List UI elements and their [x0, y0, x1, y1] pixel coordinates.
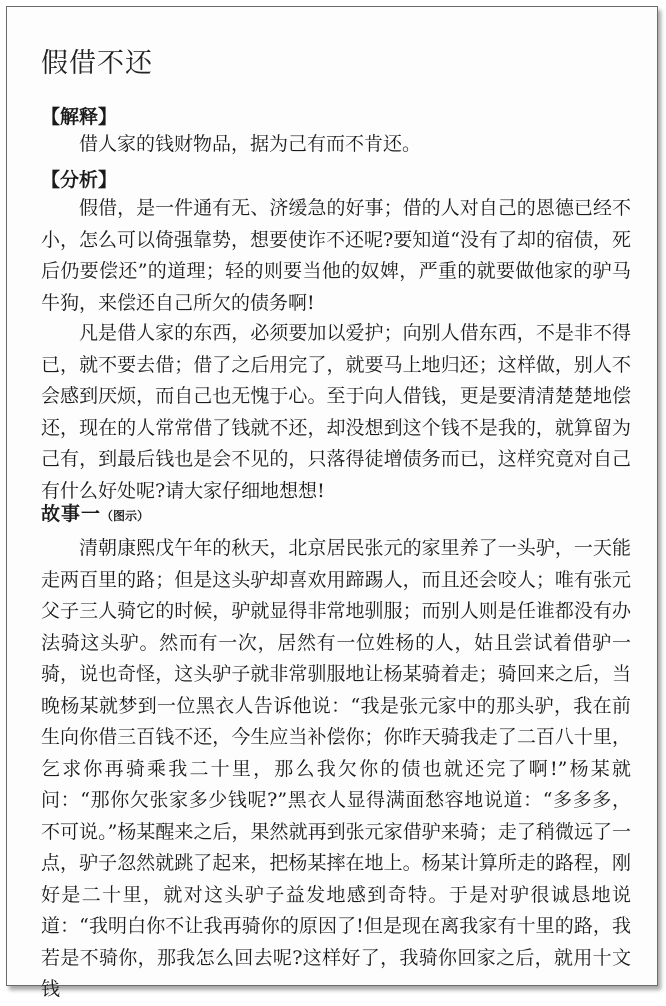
story-title: 故事一	[41, 503, 102, 525]
explanation-text: 借人家的钱财物品，据为己有而不肯还。	[79, 133, 422, 155]
story-note: （图示）	[101, 509, 150, 523]
analysis-label: 【分析】	[41, 169, 118, 191]
analysis-paragraph-1: 假借，是一件通有无、济缓急的好事；借的人对自己的恩德已经不小，怎么可以倚强靠势，想要使诈不还呢?要知道“没有了却的宿债，死后仍要偿还”的道理；轻的则要当他的奴婢，严重的就要做他家的驴马牛狗，来偿还自己所欠的债务啊!	[41, 197, 631, 314]
explanation-label: 【解释】	[41, 106, 118, 128]
page-title: 假借不还	[41, 48, 153, 79]
story-text: 清朝康熙戊午年的秋天，北京居民张元的家里养了一头驴，一天能走两百里的路；但是这头驴却喜欢用蹄踢人，而且还会咬人；唯有张元父子三人骑它的时候，驴就显得非常地驯服；而别人则是任谁都没有办法骑这头驴。然而有一次，居然有一位姓杨的人，姑且尝试着借驴一骑，说也奇怪，这头驴子就非常驯服地让杨某骑着走；骑回来之后，当晚杨某就梦到一位黑衣人告诉他说：“我是张元家中的那头驴，我在前生向你借三百钱不还，今生应当补偿你；你昨天骑我走了二百八十里，乞求你再骑乘我二十里，那么我欠你的债也就还完了啊!”杨某就问：“那你欠张家多少钱呢?”黑衣人显得满面愁容地说道：“多多多，不可说。”杨某醒来之后，果然就再到张元家借驴来骑；走了稍微远了一点，驴子忽然就跳了起来，把杨某摔在地上。杨某计算所走的路程，刚好是二十里，就对这头驴子益发地感到奇特。于是对驴很诚恳地说道：“我明白你不让我再骑你的原因了!但是现在离我家有十里的路，我若是不骑你，那我怎么回去呢?这样好了，我骑你回家之后，就用十文钱	[41, 537, 631, 1000]
story-heading	[41, 499, 149, 526]
analysis-paragraph-2: 凡是借人家的东西，必须要加以爱护；向别人借东西，不是非不得已，就不要去借；借了之后用完了，就要马上地归还；这样做，别人不会感到厌烦，而自己也无愧于心。至于向人借钱，更是要清清楚楚地偿还，现在的人常常借了钱就不还，却没想到这个钱不是我的，就算留为己有，到最后钱也是会不见的，只落得徒增债务而已，这样究竟对自己有什么好处呢?请大家仔细地想想!	[41, 322, 631, 502]
book-page	[6, 6, 658, 1000]
